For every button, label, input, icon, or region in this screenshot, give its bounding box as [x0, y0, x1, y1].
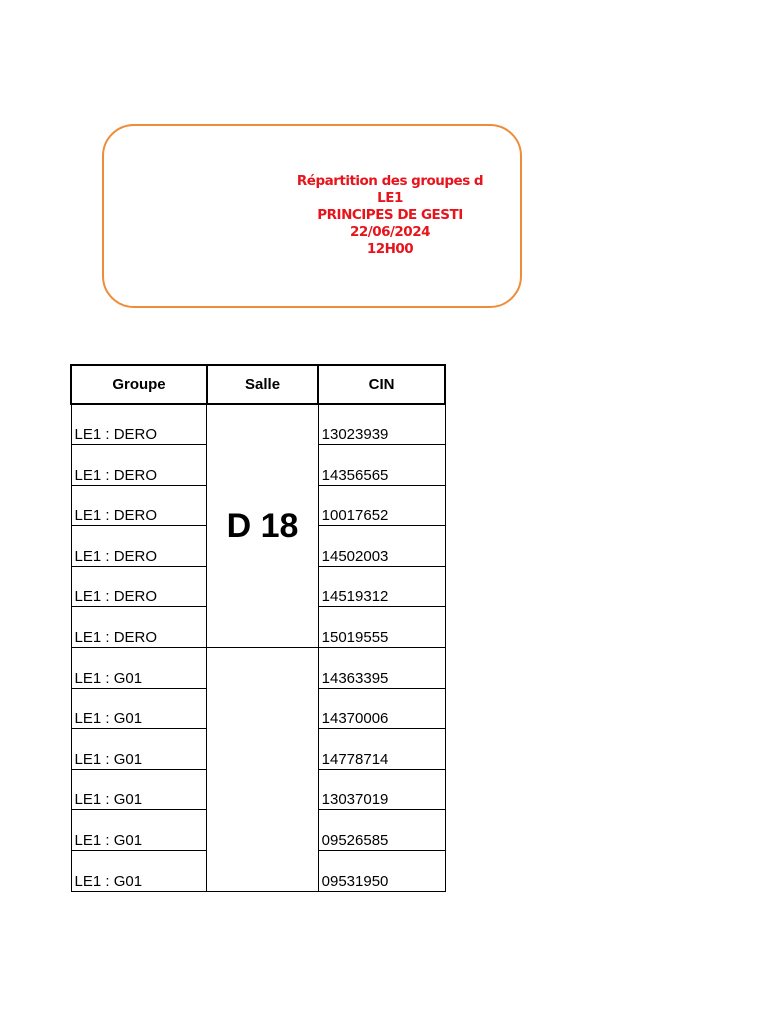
header-line-title: Répartition des groupes d — [296, 173, 484, 189]
column-header-cin: CIN — [318, 365, 445, 404]
groupe-cell: LE1 : G01 — [71, 851, 207, 892]
table-header-row — [71, 365, 445, 404]
groupe-cell: LE1 : DERO — [71, 445, 207, 486]
cin-cell: 09526585 — [318, 810, 445, 851]
header-line-subject: PRINCIPES DE GESTI — [317, 207, 463, 223]
assignment-table — [70, 364, 446, 892]
salle-cell: D 18 — [207, 404, 318, 648]
groupe-cell: LE1 : DERO — [71, 485, 207, 526]
cin-cell: 14502003 — [318, 526, 445, 567]
cin-cell: 14519312 — [318, 566, 445, 607]
cin-cell: 14363395 — [318, 648, 445, 689]
cin-cell: 09531950 — [318, 851, 445, 892]
cin-cell: 13037019 — [318, 769, 445, 810]
groupe-cell: LE1 : G01 — [71, 729, 207, 770]
header-line-level: LE1 — [377, 190, 403, 206]
groupe-cell: LE1 : G01 — [71, 810, 207, 851]
header-line-time: 12H00 — [366, 241, 414, 257]
table-row — [71, 648, 445, 689]
cin-cell: 14778714 — [318, 729, 445, 770]
column-header-salle: Salle — [207, 365, 318, 404]
groupe-cell: LE1 : DERO — [71, 607, 207, 648]
cin-cell: 14356565 — [318, 445, 445, 486]
cin-cell: 14370006 — [318, 688, 445, 729]
groupe-cell: LE1 : DERO — [71, 566, 207, 607]
groupe-cell: LE1 : DERO — [71, 404, 207, 445]
salle-cell — [207, 648, 318, 892]
groupe-cell: LE1 : G01 — [71, 648, 207, 689]
header-line-date: 22/06/2024 — [349, 224, 430, 240]
groupe-cell: LE1 : DERO — [71, 526, 207, 567]
cin-cell: 15019555 — [318, 607, 445, 648]
column-header-groupe: Groupe — [71, 365, 207, 404]
cin-cell: 10017652 — [318, 485, 445, 526]
groupe-cell: LE1 : G01 — [71, 688, 207, 729]
cin-cell: 13023939 — [318, 404, 445, 445]
groupe-cell: LE1 : G01 — [71, 769, 207, 810]
header-title-block — [230, 173, 550, 258]
table-row — [71, 404, 445, 445]
